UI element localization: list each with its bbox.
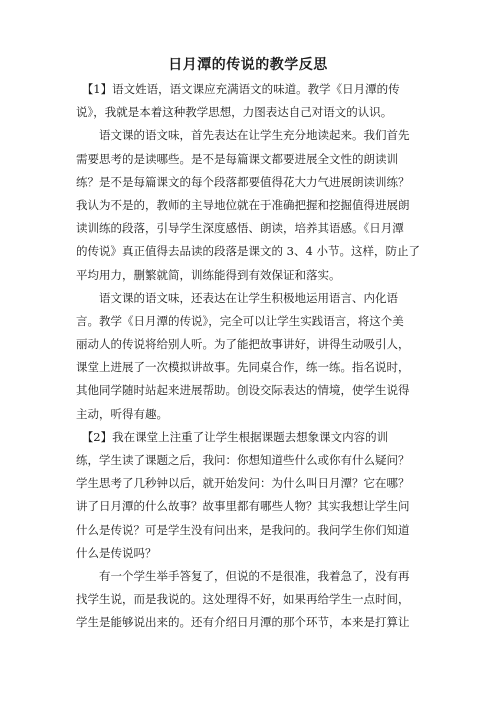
- text-line: 学生是能够说出来的。还有介绍日月潭的那个环节，本来是打算让: [76, 615, 410, 630]
- text-line: 什么是传说吗？: [76, 545, 157, 560]
- text-line: 平均用力，删繁就简，训练能得到有效保证和落实。: [76, 267, 341, 282]
- text-line: 什么是传说？可是学生没有问出来，是我问的。我问学生你们知道: [76, 522, 410, 537]
- text-line: 练，学生读了课题之后，我问：你想知道些什么或你有什么疑问？: [76, 453, 410, 467]
- text-line: 主动，听得有趣。: [76, 406, 168, 421]
- text-line: 【1】语文姓语，语文课应充满语文的味道。教学《日月潭的传: [76, 82, 400, 96]
- text-line: 讲了日月潭的什么故事？故事里都有哪些人物？其实我想让学生问: [76, 499, 410, 514]
- text-line: 练？是不是每篇课文的每个段落都要值得花大力气进展朗读训练？: [76, 174, 410, 189]
- text-line: 读训练的段落，引导学生深度感悟、朗读，培养其语感。《日月潭: [76, 221, 404, 236]
- text-line: 丽动人的传说将给别人听。为了能把故事讲好，讲得生动吸引人，: [76, 337, 410, 352]
- paragraph: [76, 78, 426, 124]
- paragraph: [76, 426, 426, 565]
- text-line: 有一个学生举手答复了，但说的不是很准，我着急了，没有再: [76, 568, 410, 583]
- text-line: 需要思考的是读哪些。是不是每篇课文都要进展全文性的朗读训: [76, 151, 398, 166]
- text-line: 语文课的语文味，还表达在让学生积极地运用语言、内化语: [76, 290, 398, 305]
- text-line: 说》，我就是本着这种教学思想，力图表达自己对语文的认识。: [76, 105, 393, 120]
- paragraph: [76, 565, 426, 635]
- paragraph: [76, 124, 426, 286]
- text-line: 的传说》真正值得去品读的段落是课文的 3、4 小节。这样，防止了: [76, 244, 420, 259]
- text-line: 【2】我在课堂上注重了让学生根据课题去想象课文内容的训: [76, 429, 389, 444]
- paragraph: [76, 287, 426, 426]
- text-line: 语文课的语文味，首先表达在让学生充分地读起来。我们首先: [76, 128, 410, 143]
- text-line: 其他同学随时站起来进展帮助。创设交际表达的情境，使学生说得: [76, 383, 410, 398]
- text-line: 课堂上进展了一次模拟讲故事。先同桌合作，练一练。指名说时，: [76, 360, 410, 375]
- text-line: 言。教学《日月潭的传说》，完全可以让学生实践语言，将这个美: [76, 313, 404, 328]
- document-title: 日月潭的传说的教学反思: [168, 57, 328, 73]
- text-line: 找学生说，而是我说的。这处理得不好，如果再给学生一点时间，: [76, 592, 410, 607]
- document-body: [76, 78, 426, 635]
- text-line: 我认为不是的，教师的主导地位就在于准确把握和挖掘值得进展朗: [76, 197, 410, 212]
- text-line: 学生思考了几秒钟以后，就开始发问：为什么叫日月潭？它在哪？: [76, 476, 410, 491]
